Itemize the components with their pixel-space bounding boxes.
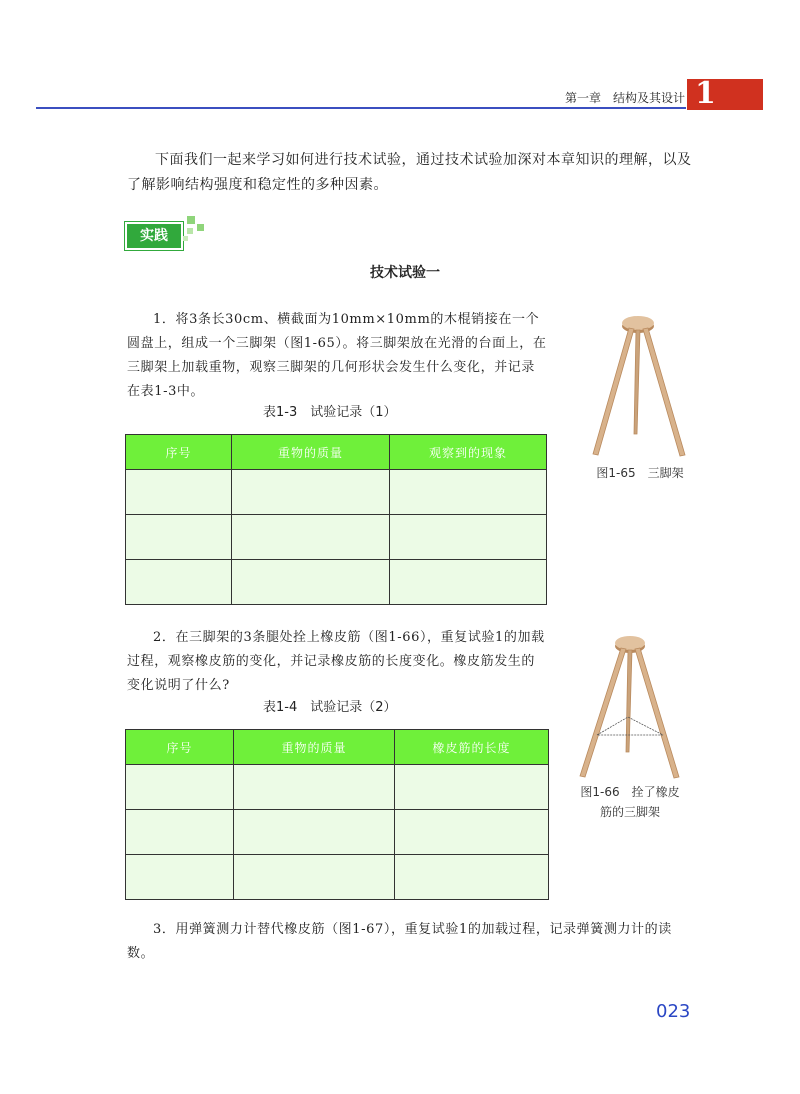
- table-1-caption: 表1-3 试验记录（1）: [263, 405, 397, 420]
- table-cell: [395, 765, 549, 810]
- table-cell: [395, 855, 549, 900]
- table-row: [126, 560, 547, 605]
- tripod-rubber-band-figure: [575, 632, 690, 782]
- table-cell: [126, 515, 232, 560]
- table-header-cell: 序号: [126, 730, 234, 765]
- table-cell: [232, 470, 390, 515]
- table-row: [126, 470, 547, 515]
- step-3-text: 3．用弹簧测力计替代橡皮筋（图1-67），重复试验1的加载过程，记录弹簧测力计的读数。: [127, 922, 672, 961]
- table-header-cell: 重物的质量: [234, 730, 395, 765]
- figure-2-caption-line-2: 筋的三脚架: [599, 805, 660, 819]
- decor-square-icon: [197, 224, 204, 231]
- decor-square-icon: [183, 236, 188, 241]
- table-cell: [126, 560, 232, 605]
- practice-label: 实践: [125, 222, 183, 250]
- tripod-leg-left: [580, 648, 626, 777]
- table-header-cell: 序号: [126, 435, 232, 470]
- table-cell: [390, 560, 547, 605]
- table-row: [126, 515, 547, 560]
- tripod-leg-right: [643, 328, 685, 456]
- table-cell: [234, 855, 395, 900]
- tripod-leg-middle: [626, 650, 632, 752]
- table-cell: [390, 470, 547, 515]
- header-divider: [36, 107, 686, 109]
- step-2-text: 2．在三脚架的3条腿处拴上橡皮筋（图1-66），重复试验1的加载过程，观察橡皮筋的变化，并记录橡皮筋的长度变化。橡皮筋发生的变化说明了什么?: [127, 630, 545, 693]
- chapter-number: 1: [695, 76, 716, 111]
- tripod-disk-top: [622, 316, 654, 330]
- table-cell: [232, 560, 390, 605]
- table-cell: [126, 810, 234, 855]
- table-cell: [234, 765, 395, 810]
- tripod-figure: [585, 312, 695, 462]
- table-header-row: [126, 730, 549, 765]
- table-header-cell: 观察到的现象: [390, 435, 547, 470]
- page-number: 023: [656, 1001, 691, 1022]
- chapter-title: 第一章 结构及其设计: [565, 91, 686, 105]
- record-table-1: [125, 434, 547, 605]
- record-table-2: [125, 729, 549, 900]
- table-cell: [390, 515, 547, 560]
- intro-paragraph: 下面我们一起来学习如何进行技术试验，通过技术试验加深对本章知识的理解，以及了解影响结构强度和稳定性的多种因素。: [127, 152, 692, 193]
- table-row: [126, 765, 549, 810]
- figure-2-caption-line-1: 图1-66 拴了橡皮: [580, 785, 680, 799]
- practice-section-label: [125, 214, 215, 250]
- step-1-text: 1．将3条长30cm、横截面为10mm×10mm的木棍销接在一个圆盘上，组成一个三脚架（图1-65）。将三脚架放在光滑的台面上，在三脚架上加载重物，观察三脚架的几何形状会发生什么变化，并记录在表1-3中。: [127, 312, 547, 399]
- table-cell: [395, 810, 549, 855]
- table-cell: [234, 810, 395, 855]
- table-cell: [126, 470, 232, 515]
- table-cell: [126, 855, 234, 900]
- figure-2-caption: [570, 782, 690, 822]
- tripod-leg-left: [593, 328, 634, 455]
- table-header-row: [126, 435, 547, 470]
- table-header-cell: 重物的质量: [232, 435, 390, 470]
- decor-square-icon: [187, 228, 193, 234]
- table-cell: [126, 765, 234, 810]
- table-row: [126, 855, 549, 900]
- table-header-cell: 橡皮筋的长度: [395, 730, 549, 765]
- experiment-title: 技术试验一: [370, 265, 440, 281]
- table-cell: [232, 515, 390, 560]
- figure-1-caption: 图1-65 三脚架: [596, 466, 684, 480]
- tripod-leg-right: [635, 648, 679, 778]
- chapter-badge: [687, 76, 763, 111]
- table-row: [126, 810, 549, 855]
- tripod-disk-top: [615, 636, 645, 650]
- decor-square-icon: [187, 216, 195, 224]
- table-2-caption: 表1-4 试验记录（2）: [263, 700, 397, 715]
- tripod-leg-middle: [634, 330, 640, 434]
